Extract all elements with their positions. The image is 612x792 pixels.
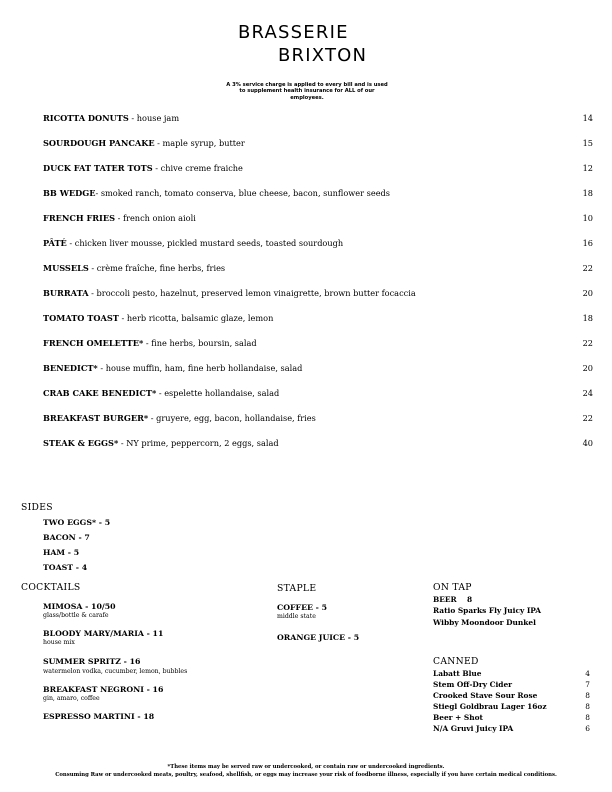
menu-item xyxy=(43,362,593,374)
menu-item-name: BB WEDGE xyxy=(43,188,96,198)
cocktail-note: gin, amaro, coffee xyxy=(43,695,100,702)
menu-item-name: SOURDOUGH PANCAKE xyxy=(43,138,155,148)
logo-brasserie: BRASSERIE xyxy=(238,22,349,43)
cocktail-note: watermelon vodka, cucumber, lemon, bubbles xyxy=(43,668,188,675)
sides-title: SIDES xyxy=(21,502,53,513)
cocktail-note: house mix xyxy=(43,639,75,646)
menu-item-price: 16 xyxy=(582,238,593,248)
menu-item-price: 15 xyxy=(582,138,593,148)
menu-item-desc: - chicken liver mousse, pickled mustard seeds, toasted sourdough xyxy=(66,238,344,248)
menu-item-price: 22 xyxy=(582,413,593,423)
cocktail-note: glass/bottle & carafe xyxy=(43,612,109,619)
tap-item: Wibby Moondoor Dunkel xyxy=(433,618,536,627)
canned-item-name: Stiegl Goldbrau Lager 16oz xyxy=(433,702,547,711)
menu-item-price: 18 xyxy=(582,188,593,198)
menu-item-desc: - house muffin, ham, fine herb hollandaise, salad xyxy=(97,363,303,373)
canned-item-price: 8 xyxy=(585,702,590,711)
menu-item-name: BENEDICT* xyxy=(43,363,98,373)
menu-item-price: 20 xyxy=(582,288,593,298)
canned-title: CANNED xyxy=(433,656,479,667)
canned-item xyxy=(433,724,590,734)
staple-name: COFFEE - 5 xyxy=(277,603,328,612)
staple-title: STAPLE xyxy=(277,583,317,594)
cocktail-name: BREAKFAST NEGRONI - 16 xyxy=(43,685,164,694)
canned-item xyxy=(433,669,590,679)
side-item: TWO EGGS* - 5 xyxy=(43,518,111,527)
menu-item-name: TOMATO TOAST xyxy=(43,313,119,323)
cocktail-name: BLOODY MARY/MARIA - 11 xyxy=(43,629,164,638)
menu-item-desc: - french onion aioli xyxy=(115,213,196,223)
menu-item-name: FRENCH OMELETTE* xyxy=(43,338,144,348)
menu-item-price: 18 xyxy=(582,313,593,323)
cocktails-title: COCKTAILS xyxy=(21,582,81,593)
menu-item xyxy=(43,387,593,399)
canned-item-name: Crooked Stave Sour Rose xyxy=(433,691,538,700)
side-item: TOAST - 4 xyxy=(43,563,88,572)
menu-item xyxy=(43,212,593,224)
side-item: BACON - 7 xyxy=(43,533,90,542)
side-item: HAM - 5 xyxy=(43,548,80,557)
menu-item-name: FRENCH FRIES xyxy=(43,213,116,223)
menu-item-price: 22 xyxy=(582,338,593,348)
on-tap-title: ON TAP xyxy=(433,582,472,593)
menu-item xyxy=(43,437,593,449)
foodborne-illness-warning: Consuming Raw or undercooked meats, poultry, seafood, shellfish, or eggs may increase your risk of foodborne illness, especially if you have certain medical conditions. xyxy=(55,772,557,778)
cocktail-name: SUMMER SPRITZ - 16 xyxy=(43,657,141,666)
canned-item-name: Beer + Shot xyxy=(433,713,483,722)
menu-item xyxy=(43,237,593,249)
staple-note: middle state xyxy=(277,613,316,620)
canned-item-price: 4 xyxy=(585,669,590,678)
menu-item-name: BREAKFAST BURGER* xyxy=(43,413,149,423)
menu-item xyxy=(43,262,593,274)
menu-item xyxy=(43,412,593,424)
menu-item-price: 12 xyxy=(582,163,593,173)
beer-price-label: BEER 8 xyxy=(433,595,473,604)
menu-item-price: 40 xyxy=(582,438,593,448)
canned-item xyxy=(433,702,590,712)
canned-item-price: 8 xyxy=(585,691,590,700)
menu-item-desc: - chive creme fraiche xyxy=(152,163,243,173)
menu-item xyxy=(43,187,593,199)
menu-item-name: DUCK FAT TATER TOTS xyxy=(43,163,153,173)
staple-name: ORANGE JUICE - 5 xyxy=(277,633,360,642)
menu-item-price: 20 xyxy=(582,363,593,373)
menu-item xyxy=(43,137,593,149)
menu-item-name: MUSSELS xyxy=(43,263,89,273)
canned-item-price: 7 xyxy=(585,680,590,689)
menu-item-desc: - crème fraîche, fine herbs, fries xyxy=(88,263,226,273)
menu-item xyxy=(43,312,593,324)
canned-item-name: Stem Off-Dry Cider xyxy=(433,680,513,689)
menu-item-desc: - house jam xyxy=(128,113,180,123)
menu-item-price: 10 xyxy=(582,213,593,223)
menu-item-name: CRAB CAKE BENEDICT* xyxy=(43,388,157,398)
canned-item-name: Labatt Blue xyxy=(433,669,482,678)
canned-item-name: N/A Gruvi Juicy IPA xyxy=(433,724,514,733)
raw-items-disclaimer: *These items may be served raw or undercooked, or contain raw or undercooked ingredients. xyxy=(167,764,445,770)
service-charge-note: A 3% service charge is applied to every bill and is used to supplement health insurance for ALL of our employees. xyxy=(226,82,388,101)
menu-item-desc: - maple syrup, butter xyxy=(154,138,245,148)
menu-item-name: PÂTÉ xyxy=(43,238,67,248)
menu-item-desc: - broccoli pesto, hazelnut, preserved lemon vinaigrette, brown butter focaccia xyxy=(88,288,416,298)
tap-item: Ratio Sparks Fly Juicy IPA xyxy=(433,606,542,615)
canned-item-price: 6 xyxy=(585,724,590,733)
logo-brixton: BRIXTON xyxy=(278,45,368,66)
menu-item-desc: - herb ricotta, balsamic glaze, lemon xyxy=(118,313,274,323)
menu-item-desc: - smoked ranch, tomato conserva, blue cheese, bacon, sunflower seeds xyxy=(95,188,391,198)
menu-item xyxy=(43,287,593,299)
menu-item xyxy=(43,337,593,349)
menu-item-desc: - NY prime, peppercorn, 2 eggs, salad xyxy=(118,438,279,448)
canned-item xyxy=(433,713,590,723)
menu-item-desc: - espelette hollandaise, salad xyxy=(156,388,280,398)
menu-item xyxy=(43,112,593,124)
menu-item-name: BURRATA xyxy=(43,288,89,298)
menu-item xyxy=(43,162,593,174)
menu-item-price: 22 xyxy=(582,263,593,273)
canned-item xyxy=(433,680,590,690)
menu-item-name: RICOTTA DONUTS xyxy=(43,113,129,123)
menu-item-desc: - gruyere, egg, bacon, hollandaise, fries xyxy=(148,413,316,423)
canned-item-price: 8 xyxy=(585,713,590,722)
menu-item-desc: - fine herbs, boursin, salad xyxy=(143,338,257,348)
menu-item-name: STEAK & EGGS* xyxy=(43,438,119,448)
menu-item-price: 14 xyxy=(582,113,593,123)
canned-item xyxy=(433,691,590,701)
menu-item-price: 24 xyxy=(582,388,593,398)
cocktail-name: MIMOSA - 10/50 xyxy=(43,602,116,611)
cocktail-name: ESPRESSO MARTINI - 18 xyxy=(43,712,155,721)
